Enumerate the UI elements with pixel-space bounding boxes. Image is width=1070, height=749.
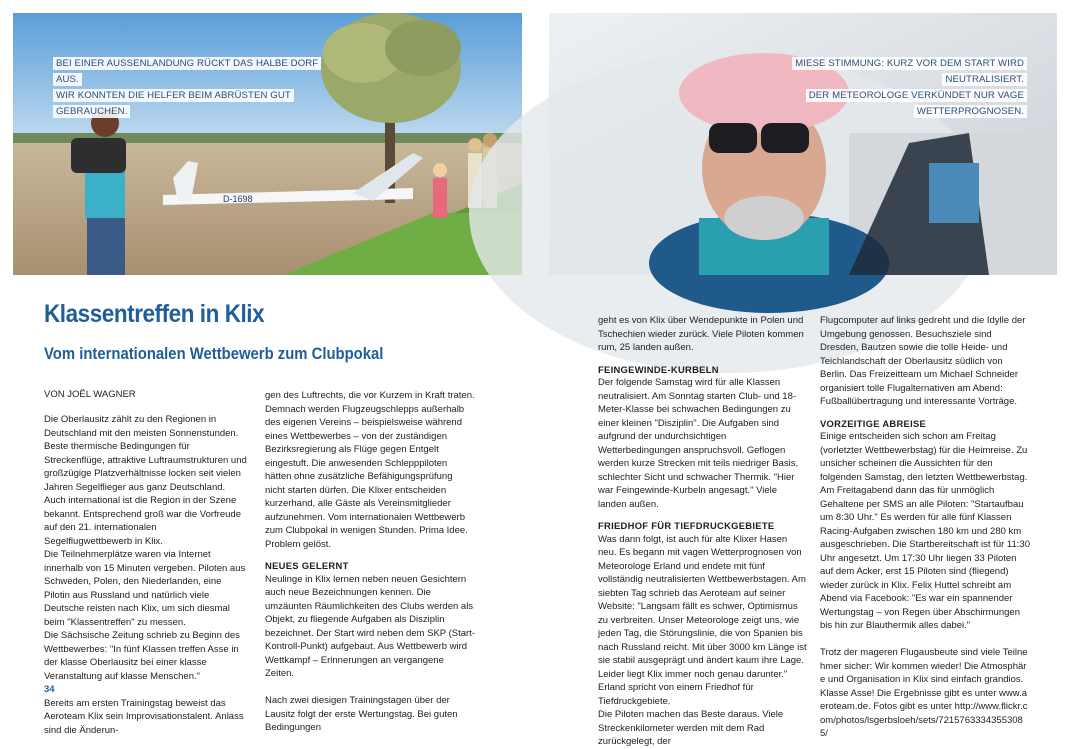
- cockpit-scene: [549, 13, 1057, 275]
- photo-caption-right: [727, 56, 1027, 120]
- paragraph: Die Oberlausitz zählt zu den Regionen in Deutschland mit den meisten Sonnenstunden. Beste thermische Bedingungen für Streckenflüge, attraktive Luftraumstrukturen und großzügige Platzverhältnisse locken seit vielen Jahren Segelflieger aus ganz Deutschland. Auch international ist die Region in der Szene bekannt. Entsprechend groß war die Vorfreude auf den 21. internationalen Segelflugwettbewerb in Klix.: [44, 414, 247, 547]
- paragraph: Nach zwei diesigen Trainingstagen über der Lausitz folgt der erste Wertungstag. Bei guten Bedingungen: [265, 695, 458, 733]
- text-column-1: [44, 413, 247, 737]
- photo-outlanding: [13, 13, 522, 275]
- article-byline: VON JOËL WAGNER: [44, 389, 136, 400]
- section-heading-feingewinde: FEINGEWINDE-KURBELN: [598, 363, 719, 375]
- paragraph: Trotz der mageren Flugausbeute sind viele Teilnehmer sicher: Wir kommen wieder! Die Atmosphäre und Organisation in Klix sind einfach grandios. Klasse Asse! Die Ergebnisse gibt es unter www.aeroteam.de. Fotos gibt es unter http://www.flickr.com/photos/lsgerbsloeh/sets/72157633343553085/: [820, 647, 1028, 739]
- caption-right-line-1: MIESE STIMMUNG: KURZ VOR DEM START WIRD NEUTRALISIERT.: [792, 57, 1027, 86]
- text-column-2: [265, 389, 475, 735]
- article-title: Klassentreffen in Klix: [44, 300, 265, 328]
- paragraph: Was dann folgt, ist auch für alte Klixer Hasen neu. Es begann mit vagen Wetterprognosen von Meteorologe Erland und endete mit fünf vollständig neutralisierten Wettbewerbstagen. Am siebten Tag schrieb das Aeroteam auf seiner Website: "Langsam fällt es schwer, Optimismus zu verbreiten. Unser Meteorologe zeigt uns, wie jeden Tag, die Störungslinie, die von Spanien bis nach Russland reicht. Mit über 3000 km Länge ist sie stabil ausgeprägt und ändert kaum ihre Lage. Leider liegt Klix immer noch genau darunter." Erland spricht von einem Friedhof für Tiefdruckgebiete.: [598, 533, 807, 707]
- paragraph: Bereits am ersten Trainingstag beweist das Aeroteam Klix sein Improvisationstalent. Anlass sind die Änderun-: [44, 697, 244, 736]
- section-heading-friedhof: FRIEDHOF FÜR TIEFDRUCKGEBIETE: [598, 520, 775, 531]
- text-column-3: [598, 314, 808, 749]
- photo-caption-left: [53, 56, 323, 120]
- text-column-4: [820, 314, 1030, 741]
- paragraph: Die Sächsische Zeitung schrieb zu Beginn des Wettbewerbes: "In fünf Klassen treffen Asse in der klasse Oberlausitz bei einer klasse Veranstaltung auf klasse Menschen.": [44, 630, 240, 682]
- paragraph: Der folgende Samstag wird für alle Klassen neutralisiert. Am Sonntag starten Club- und 18-Meter-Klasse bei schwachen Bedingungen zu einer kleinen "Disziplin". Die Aufgaben sind aufgrund der undurchsichtigen Wetterbedingungen anspruchsvoll. Geflogen werden kurze Strecken mit teils niedriger Basis, schlechter Sicht und schwacher Thermik. "Hier war Feingewinde-Kurbeln angesagt." Viele landen außen.: [598, 377, 799, 510]
- paragraph: Neulinge in Klix lernen neben neuen Gesichtern auch neue Bezeichnungen kennen. Die umzäunten Räumlichkeiten des Clubs werden als Objekt, zu fliegende Aufgaben als Disziplin bezeichnet. Der Start wird neben dem SKP (Start-Kontroll-Punkt) aufgebaut. Aus Wettbewerb wird Wettkampf – Erinnerungen an vergangene Zeiten.: [265, 573, 475, 679]
- caption-right-line-2: DER METEOROLOGE VERKÜNDET NUR VAGE WETTERPROGNOSEN.: [806, 89, 1027, 118]
- page-number: 34: [44, 684, 55, 695]
- paragraph: Die Piloten machen das Beste daraus. Viele Streckenkilometer werden mit dem Rad zurückgelegt, der: [598, 709, 784, 747]
- paragraph: Die Teilnehmerplätze waren via Internet innerhalb von 15 Minuten vergeben. Piloten aus Schweden, Polen, den Niederlanden, eine Pilotin aus Russland und natürlich viele Deutsche reisten nach Klix, um sich diesmal beim "Klassentreffen" zu messen.: [44, 549, 246, 628]
- paragraph: Flugcomputer auf links gedreht und die Idylle der Umgebung genossen. Besuchsziele sind Dresden, Bautzen sowie die tolle Heide- und Teichlandschaft der Oberlausitz südlich von Berlin. Das Freizeitteam um Michael Schneider organisiert tolle Flugalternativen am Abend: Fußballübertragung und interessante Vorträge.: [820, 315, 1026, 407]
- section-heading-vorzeitige-abreise: VORZEITIGE ABREISE: [820, 417, 927, 429]
- outlanding-scene: [13, 13, 522, 275]
- caption-left-line-2: WIR KONNTEN DIE HELFER BEIM ABRÜSTEN GUT GEBRAUCHEN.: [53, 89, 294, 118]
- paragraph: geht es von Klix über Wendepunkte in Polen und Tschechien wieder zurück. Viele Piloten kommen rum, 25 landen außen.: [598, 315, 804, 353]
- paragraph: Einige entscheiden sich schon am Freitag (vorletzter Wettbewerbstag) für die Heimreise. Zu unsicher scheinen die Aussichten für den folgenden Samstag, den letzten Wettbewerbstag. Am Freitagabend dann das für unmöglich Gehaltene per SMS an alle Piloten: "Startaufbau um 8:30 Uhr." Es werden für alle fünf Klassen Racing-Aufgaben zwischen 180 km und 280 km ausgeschrieben. Die Startbereitschaft ist für 11:30 Uhr angesetzt. Um 17:30 Uhr liegen 33 Piloten auf dem Acker, erst 15 Piloten sind (fliegend) wieder zurück in Klix. Felix Huttel schreibt am Abend via Facebook: "Es war ein spannender Wertungstag – von Regen über Abschirmungen bis hin zur Blauthermik alles dabei.": [820, 431, 1030, 631]
- glider-registration: D-1698: [223, 194, 253, 204]
- article-subtitle: Vom internationalen Wettbewerb zum Clubpokal: [44, 345, 384, 363]
- paragraph: gen des Luftrechts, die vor Kurzem in Kraft traten. Demnach werden Flugzeugschlepps außerhalb des eigenen Vereins – beispielsweise während eines Wettbewerbes – von der zuständigen Bezirksregierung als Flüge gegen Entgelt eingestuft. Die anwesenden Schlepppiloten hätten ohne zusätzliche Befähigungsprüfung nicht starten dürfen. Die Klixer entscheiden kurzerhand, alle Gäste als Vereinsmitglieder aufzunehmen. Vom internationalen Wettbewerb zum Clubpokal in wenigen Stunden. Prima Idee. Problem gelöst.: [265, 390, 475, 550]
- caption-left-line-1: BEI EINER AUSSENLANDUNG RÜCKT DAS HALBE DORF AUS.: [53, 57, 321, 86]
- photo-pilot-cockpit: [549, 13, 1057, 275]
- section-heading-neues-gelernt: NEUES GELERNT: [265, 560, 349, 571]
